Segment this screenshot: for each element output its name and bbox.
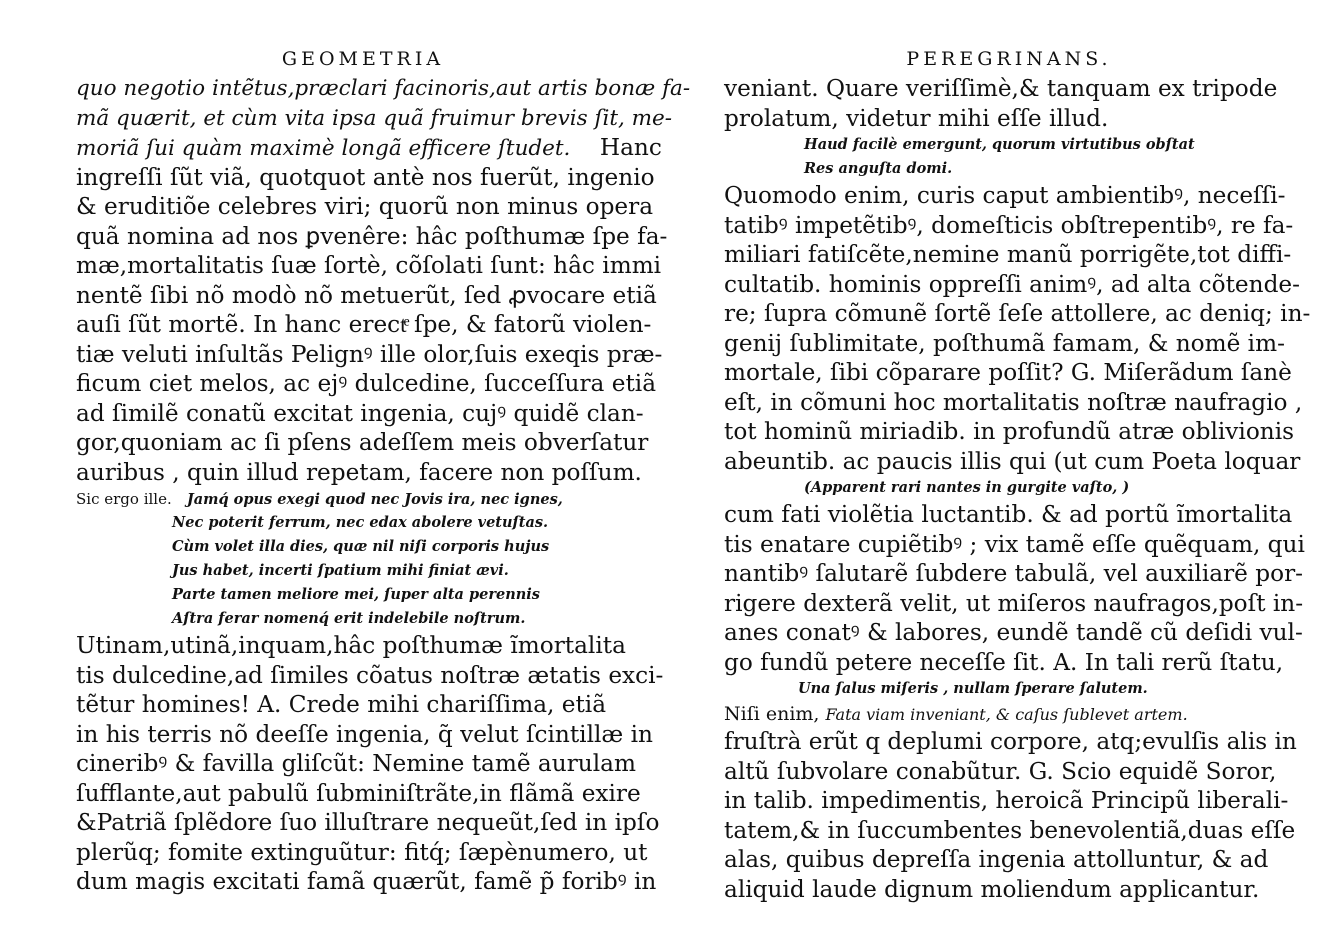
text-line: in his terris nõ deeſſe ingenia, q̃ velut ſcintillæ in: [76, 720, 653, 748]
text-line: gor,quoniam ac ſi pſens adeſſem meis obverſatur: [76, 429, 649, 456]
italic-fragment: moriã ſui quàm maximè longã efficere ſtudet.: [76, 136, 571, 161]
text-line: mæ,mortalitatis ſuæ ſortè, cõſolati ſunt: hâc immi: [76, 252, 662, 279]
text-line: cultatib. hominis oppreſſi animꝰ, ad alta cõtende-: [724, 270, 1300, 298]
text-line: tẽtur homines! A. Crede mihi chariſſima, etiã: [76, 691, 607, 718]
verse-line: [76, 487, 610, 511]
verse-line: Parte tamen meliore mei, ſuper alta perennis: [172, 586, 540, 603]
text-line: & eruditiõe celebres viri; quorũ non minus opera: [76, 193, 654, 220]
text-line: tatibꝰ impetẽtibꝰ, domeſticis obſtrepentibꝰ, re fa-: [724, 211, 1294, 239]
text-line: cum fati violẽtia luctantib. & ad portũ ĩmortalita: [724, 501, 1293, 528]
text-line: go fundũ petere neceſſe ſit. A. In tali rerũ ſtatu,: [724, 648, 1284, 676]
running-head-right: PEREGRINANS.: [906, 48, 1112, 70]
verse-line: Res anguſta domi.: [804, 160, 953, 177]
text-line: Quomodo enim, curis caput ambientibꝰ, neceſſi-: [724, 182, 1286, 209]
verse-line: Jus habet, incerti ſpatium mihi finiat ævi.: [172, 562, 509, 579]
verse-line: Cùm volet illa dies, quæ nil niſi corporis hujus: [172, 538, 550, 555]
verse-line: Nec poterit ferrum, nec edax abolere vetuſtas.: [172, 514, 549, 531]
text-line: veniant. Quare veriſſimè,& tanquam ex tripode: [724, 75, 1278, 102]
text-line: altũ ſubvolare conabũtur. G. Scio equidẽ Soror,: [724, 757, 1277, 785]
roman-fragment: Niſi enim,: [724, 703, 820, 725]
verse-intro: Sic ergo ille.: [76, 490, 172, 508]
roman-fragment: Hanc: [599, 134, 662, 161]
text-line: dum magis excitati famã quærũt, famẽ p̃ foribꝰ in: [76, 868, 657, 895]
text-line: miliari fatiſcẽte,nemine manũ porrigẽte,tot diffi-: [724, 241, 1292, 268]
text-line: quã nomina ad nos ꝑvenêre: hâc poſthumæ ſpe fa-: [76, 222, 668, 250]
text-line: ſufflante,aut pabulũ ſubminiſtrãte,in flãmã exire: [76, 779, 641, 807]
text-line: &Patriã ſplẽdore ſuo illuſtrare nequeũt,ſed in ipſo: [76, 809, 660, 836]
text-line: auribus , quin illud repetam, facere non poſſum.: [76, 458, 642, 486]
text-line: mortale, ſibi cõparare poſſit? G. Miſerãdum ſanè: [724, 359, 1292, 386]
verse-line: Una ſalus miſeris , nullam ſperare ſalutem.: [798, 680, 1148, 697]
italic-fragment: Fata viam inveniant, & caſus ſublevet artem.: [825, 705, 1188, 724]
text-line: ad ſimilẽ conatũ excitat ingenia, cujꝰ quidẽ clan-: [76, 399, 644, 427]
text-line: ingreſſi ſũt viã, quotquot antè nos fuerũt, ingenio: [76, 163, 655, 191]
verse-line: Aſtra ferar nomenq́ erit indelebile noſtrum.: [172, 610, 526, 627]
text-line: tis enatare cupiẽtibꝰ ; vix tamẽ eſſe quẽquam, qui: [724, 530, 1305, 558]
text-line: prolatum, videtur mihi eſſe illud.: [724, 104, 1109, 132]
right-page: [724, 44, 1311, 904]
text-line: ficum ciet melos, ac ejꝰ dulcedine, ſucceſſura etiã: [76, 370, 657, 397]
text-line: quo negotio intẽtus,præclari facinoris,aut artis bonæ fa-: [76, 76, 691, 101]
text-line: Utinam,utinã,inquam,hâc poſthumæ ĩmortalita: [76, 632, 626, 659]
text-line: auſi ſũt mortẽ. In hanc erectͤ ſpe, & fatorũ violen-: [76, 311, 652, 338]
text-line: nentẽ ſibi nõ modò nõ metuerũt, ſed ꝓvocare etiã: [76, 281, 657, 309]
text-line: eſt, in cõmuni hoc mortalitatis noſtræ naufragio ,: [724, 388, 1303, 416]
text-line: [76, 133, 662, 163]
text-line: tot hominũ miriadib. in profundũ atræ oblivionis: [724, 418, 1295, 445]
text-line: plerũq; fomite extinguũtur: fitq́; ſæpènumero, ut: [76, 838, 648, 866]
text-line: abeuntib. ac paucis illis qui (ut cum Poeta loquar: [724, 447, 1301, 475]
text-line: nantibꝰ ſalutarẽ ſubdere tabulã, vel auxiliarẽ por-: [724, 560, 1303, 587]
verse-line: (Apparent rari nantes in gurgite vaſto, ): [804, 479, 1130, 496]
left-page: [76, 44, 691, 897]
text-line: alas, quibus depreſſa ingenia attolluntur, & ad: [724, 846, 1269, 873]
text-line: re; ſupra cõmunẽ ſortẽ ſeſe attollere, ac deniq; in-: [724, 300, 1311, 327]
text-line: rigere dexterã velit, ut miſeros naufragos,poſt in-: [724, 589, 1304, 617]
running-head-left: GEOMETRIA: [281, 48, 445, 70]
text-line: genij ſublimitate, poſthumã famam, & nomẽ im-: [724, 329, 1285, 357]
verse-line: Haud facilè emergunt, quorum virtutibus obſtat: [804, 136, 1195, 153]
text-line: fruſtrà erũt q deplumi corpore, atq;evulſis alis in: [724, 728, 1297, 755]
verse-quotation: [76, 487, 610, 631]
text-line: [724, 701, 1254, 727]
text-line: cineribꝰ & favilla gliſcũt: Nemine tamẽ aurulam: [76, 750, 636, 777]
text-line: tis dulcedine,ad ſimiles cõatus noſtræ ætatis exci-: [76, 661, 664, 689]
text-line: anes conatꝰ & labores, eundẽ tandẽ cũ deſidi vul-: [724, 619, 1303, 646]
text-line: mã quærit, et cùm vita ipsa quã fruimur brevis ſit, me-: [76, 105, 673, 131]
verse-text: Jamq́ opus exegi quod nec Jovis ira, nec ignes,: [186, 491, 563, 508]
text-line: tatem,& in ſuccumbentes benevolentiã,duas eſſe: [724, 816, 1296, 844]
text-line: in talib. impedimentis, heroicã Principũ liberali-: [724, 787, 1289, 814]
text-line: tiæ veluti inſultãs Pelignꝰ ille olor,ſuis exeqis præ-: [76, 340, 663, 368]
text-line: aliquid laude dignum moliendum applicantur.: [724, 875, 1260, 903]
